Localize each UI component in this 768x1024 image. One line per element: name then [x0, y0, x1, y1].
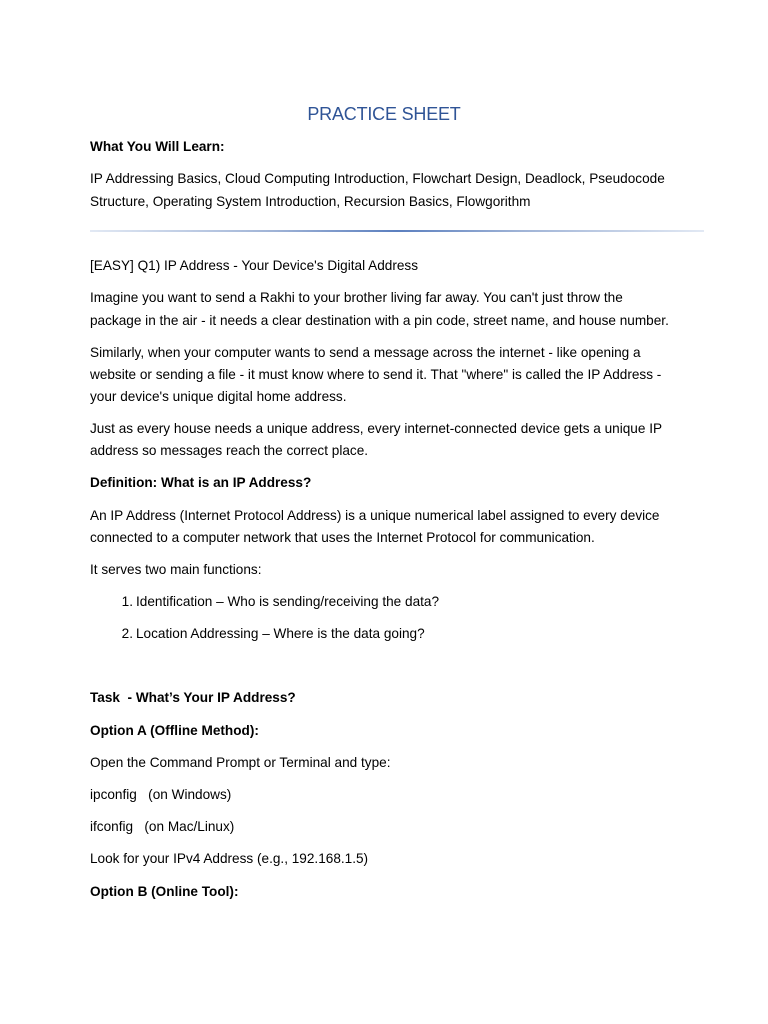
option-a-heading: Option A (Offline Method): — [90, 723, 259, 738]
paragraph-line: Similarly, when your computer wants to send a message across the internet - like opening a — [90, 345, 641, 360]
functions-intro: It serves two main functions: — [90, 562, 262, 577]
question-heading: [EASY] Q1) IP Address - Your Device's Digital Address — [90, 258, 418, 273]
list-text: Identification – Who is sending/receiving the data? — [136, 594, 440, 609]
learn-heading: What You Will Learn: — [90, 139, 225, 154]
page-title: PRACTICE SHEET — [307, 104, 461, 124]
paragraph-line: Just as every house needs a unique address, every internet-connected device gets a unique IP — [90, 421, 663, 436]
list-number: 1. — [121, 594, 133, 609]
command-mac-linux: ifconfig (on Mac/Linux) — [90, 819, 235, 834]
paragraph-line: address so messages reach the correct place. — [90, 443, 369, 458]
paragraph-line: your device's unique digital home address. — [90, 389, 347, 404]
paragraph-line: website or sending a file - it must know where to send it. That "where" is called the IP Address - — [90, 367, 662, 382]
list-text: Location Addressing – Where is the data going? — [136, 626, 425, 641]
list-number: 2. — [121, 626, 133, 641]
learn-topics-line: IP Addressing Basics, Cloud Computing Introduction, Flowchart Design, Deadlock, Pseudocode — [90, 171, 665, 186]
learn-topics-line: Structure, Operating System Introduction, Recursion Basics, Flowgorithm — [90, 194, 531, 209]
paragraph-line: package in the air - it needs a clear destination with a pin code, street name, and house number. — [90, 313, 669, 328]
horizontal-divider — [90, 230, 704, 232]
definition-line: connected to a computer network that uses the Internet Protocol for communication. — [90, 530, 595, 545]
definition-heading: Definition: What is an IP Address? — [90, 475, 312, 490]
option-a-intro: Open the Command Prompt or Terminal and type: — [90, 755, 391, 770]
paragraph-line: Imagine you want to send a Rakhi to your brother living far away. You can't just throw the — [90, 290, 623, 305]
ipv4-hint: Look for your IPv4 Address (e.g., 192.168.1.5) — [90, 851, 369, 866]
task-heading: Task - What’s Your IP Address? — [90, 690, 296, 705]
command-windows: ipconfig (on Windows) — [90, 787, 232, 802]
option-b-heading: Option B (Online Tool): — [90, 884, 239, 899]
definition-line: An IP Address (Internet Protocol Address) is a unique numerical label assigned to every device — [90, 508, 660, 523]
